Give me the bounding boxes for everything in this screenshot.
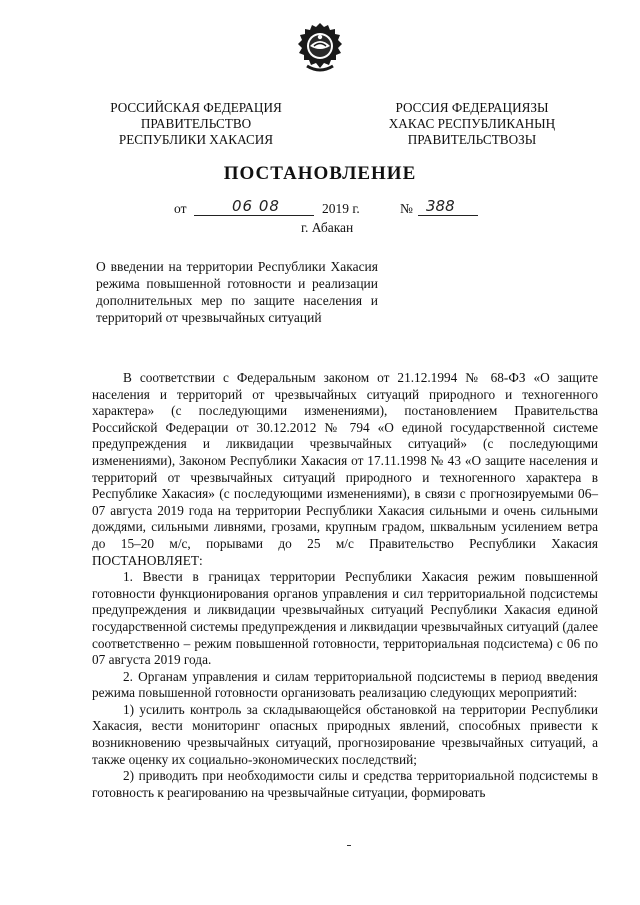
number-label: № [400, 201, 413, 216]
header-right-line: ПРАВИТЕЛЬСТВОЗЫ [407, 132, 537, 147]
date-underline [194, 215, 314, 216]
document-body [92, 370, 598, 801]
page-mark [347, 845, 351, 846]
date-prefix: от [174, 201, 187, 216]
document-subject: О введении на территории Республики Хакасия режима повышенной готовности и реализации дополнительных мер по защите населения и территорий от чрезвычайных ситуаций [96, 259, 378, 325]
handwritten-number: 388 [426, 197, 455, 215]
coat-of-arms-emblem [297, 22, 343, 74]
header-right-block [372, 100, 572, 148]
number-underline [418, 215, 478, 216]
header-right-line: РОССИЯ ФЕДЕРАЦИЯЗЫ [395, 100, 549, 115]
body-paragraph: 2. Органам управления и силам территориальной подсистемы в период введения режима повышенной готовности организовать реализацию следующих мероприятий: [92, 668, 598, 701]
handwritten-date: 06 08 [232, 197, 280, 215]
body-paragraph: 1. Ввести в границах территории Республики Хакасия режим повышенной готовности функционирования органов управления и сил территориальной подсистемы предупреждения и ликвидации чрезвычайных ситуаций Республики Хакасия единой государственной системы предупреждения и ликвидации чрезвычайных ситуаций (далее соответственно – режим повышенной готовности, территориальная подсистема) с 06 по 07 августа 2019 года. [92, 569, 598, 668]
header-left-line: ПРАВИТЕЛЬСТВО [140, 116, 252, 131]
body-paragraph: В соответствии с Федеральным законом от 21.12.1994 № 68-ФЗ «О защите населения и территорий от чрезвычайных ситуаций природного и техногенного характера» (с последующими изменениями), постановлением Правительства Российской Федерации от 30.12.2012 № 794 «О единой государственной системе предупреждения и ликвидации чрезвычайных ситуаций» (с последующими изменениями), Законом Республики Хакасия от 17.11.1998 № 43 «О защите населения и территорий от чрезвычайных ситуаций природного и техногенного характера в Республике Хакасия» (с последующими изменениями), в связи с прогнозируемыми 06–07 августа 2019 года на территории Республики Хакасия сильными и очень сильными дождями, сильными ливнями, грозами, крупным градом, шквальным усилением ветра до 15–20 м/с, порывами до 25 м/с Правительство Республики Хакасия ПОСТАНОВЛЯЕТ: [92, 370, 598, 568]
date-year: 2019 г. [322, 201, 360, 216]
header-left-block [86, 100, 306, 148]
body-paragraph: 1) усилить контроль за складывающейся обстановкой на территории Республики Хакасия, вести мониторинг опасных природных явлений, способных привести к возникновению чрезвычайных ситуаций, прогнозирование чрезвычайных ситуаций, а также оценку их социально-экономических последствий; [92, 701, 598, 767]
city-line: г. Абакан [301, 220, 354, 235]
dateline [174, 199, 504, 219]
header-right-line: ХАКАС РЕСПУБЛИКАНЫҢ [388, 116, 556, 131]
header-left-line: РЕСПУБЛИКИ ХАКАСИЯ [118, 132, 274, 147]
document-title: ПОСТАНОВЛЕНИЕ [223, 163, 417, 184]
body-paragraph: 2) приводить при необходимости силы и средства территориальной подсистемы в готовность к реагированию на чрезвычайные ситуации, формировать [92, 768, 598, 800]
header-left-line: РОССИЙСКАЯ ФЕДЕРАЦИЯ [110, 100, 282, 115]
